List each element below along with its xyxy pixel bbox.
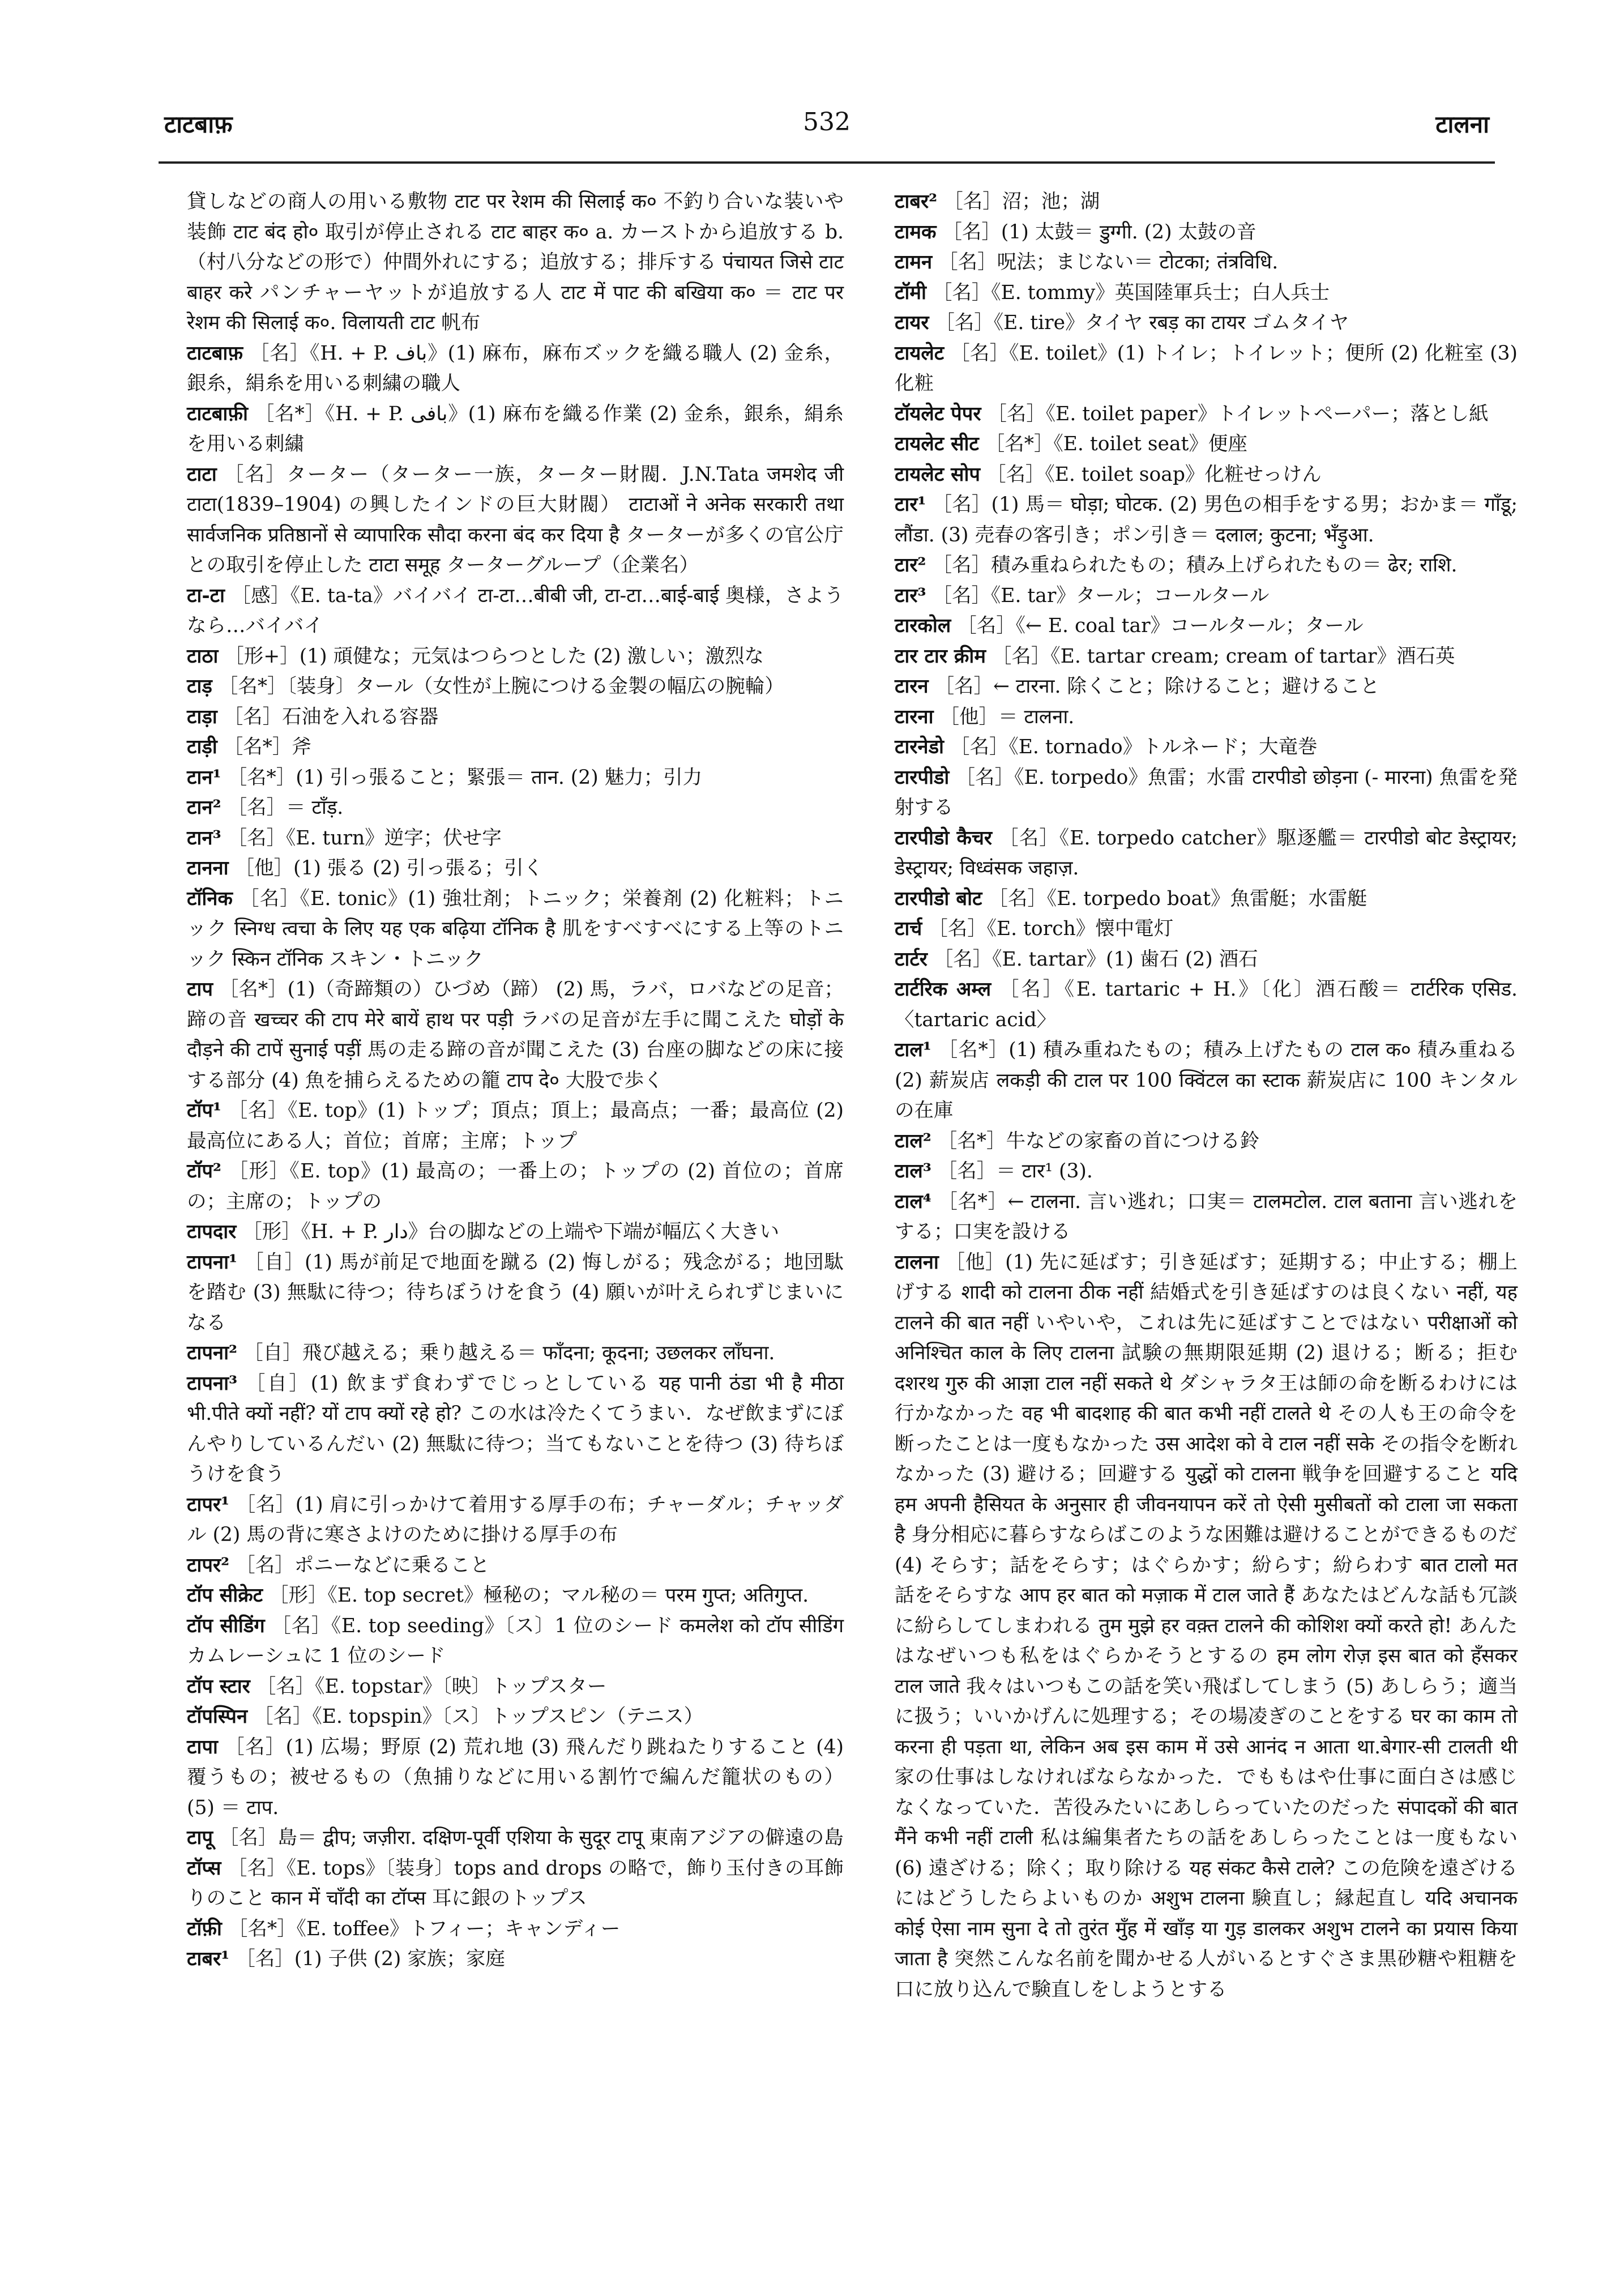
entry-definition: ［名］《E. topstar》〔映〕トップスター (256, 1675, 607, 1698)
entry-definition: ［名］《H. + P. باف》(1) 麻布，麻布ズックを織る職人 (2) 金糸，銀糸，絹糸を用いる刺繍の職人 (187, 342, 844, 395)
entry-definition: ［名］《E. torpedo catcher》駆逐艦＝ टारपीडो बोट डेस्ट्रायर; डेस्ट्रायर; विध्वंसक जहाज़. (895, 826, 1518, 880)
entry-headword: टालना (895, 1250, 939, 1274)
dictionary-entry (895, 429, 1518, 460)
dictionary-entry (895, 763, 1518, 823)
entry-headword: टाटा (187, 463, 217, 486)
dictionary-entry (187, 1490, 844, 1551)
entry-definition: ［名］沼；池；湖 (943, 190, 1100, 213)
entry-headword: टायलेट सीट (895, 433, 979, 455)
entry-definition: ［名］《E. top》(1) トップ；頂点；頂上；最高点；一番；最高位 (2) 最高位にある人；首位；首席；主席；トップ (187, 1099, 844, 1153)
entry-headword: टॉयलेट पेपर (895, 402, 981, 425)
entry-headword: टार्टरिक अम्ल (895, 978, 992, 1001)
entry-headword: टापदार (187, 1220, 237, 1243)
entry-headword: टाटबाफ़ (187, 342, 243, 365)
entry-definition: ［名］《← E. coal tar》コールタール；タール (957, 614, 1364, 637)
entry-headword: टान² (187, 796, 221, 819)
entry-headword: टारपीडो कैचर (895, 826, 992, 850)
entry-headword: टॉपस्पिन (187, 1705, 248, 1728)
entry-headword: टारपीडो (895, 766, 950, 789)
dictionary-entry (895, 642, 1518, 672)
dictionary-entry (895, 702, 1518, 733)
entry-headword: टॉमी (895, 281, 926, 304)
entry-headword: टार टार क्रीम (895, 645, 986, 668)
entry-definition: ［名］← टारना. 除くこと；除けること；避けること (934, 675, 1380, 698)
dictionary-entry (187, 1156, 844, 1217)
dictionary-entry (187, 339, 844, 399)
dictionary-entry (895, 945, 1518, 975)
dictionary-entry (187, 1096, 844, 1156)
entry-definition: ［名］《E. tornado》トルネード；大竜巻 (950, 736, 1318, 758)
entry-headword: टान¹ (187, 766, 221, 789)
dictionary-entry (187, 1732, 844, 1824)
dictionary-entry (895, 914, 1518, 945)
header-rule (159, 161, 1495, 164)
entry-headword: टाल² (895, 1129, 931, 1153)
dictionary-entry (895, 187, 1518, 217)
entry-definition: ［名*］(1) 引っ張ること；緊張＝ तान. (2) 魅力；引力 (227, 766, 703, 789)
dictionary-entry (187, 1551, 844, 1581)
entry-headword: टाड़ी (187, 736, 217, 758)
entry-definition: ［他］＝ टालना. (939, 705, 1075, 728)
entry-definition: ［名*］牛などの家畜の首につける鈴 (937, 1129, 1260, 1153)
entry-definition: ［名*］斧 (223, 736, 311, 758)
dictionary-entry (187, 1944, 844, 1975)
entry-definition: ［名*］《E. toilet seat》便座 (985, 433, 1247, 455)
entry-headword: टायलेट सोप (895, 463, 980, 486)
entry-definition: ［名］積み重ねられたもの；積み上げられたもの＝ ढेर; राशि. (932, 554, 1458, 577)
entry-headword: टाबर¹ (187, 1948, 230, 1970)
dictionary-entry (187, 732, 844, 763)
entry-definition: ［名］(1) 広場；野原 (2) 荒れ地 (3) 飛んだり跳ねたりすること (4) 覆うもの；被せるもの（魚捕りなどに用いる割竹で編んだ籠状のもの） (5) ＝ टाप. (187, 1735, 844, 1819)
entry-headword: टार³ (895, 584, 926, 607)
entry-definition: ［名*］《E. toffee》トフィー；キャンディー (228, 1917, 621, 1940)
dictionary-entry (895, 975, 1518, 1035)
dictionary-entry (895, 1156, 1518, 1187)
entry-definition: ［名］《E. topspin》〔ス〕トップスピン（テニス） (254, 1705, 704, 1728)
dictionary-entry (895, 672, 1518, 702)
entry-definition: ［名］ターター（ターター一族，ターター財閥．J.N.Tata जमशेद जी टाटा(1839–1904) の興したインドの巨大財閥） टाटाओं ने अनेक सरकारी तथा सार्वजनिक प्रतिष्ठानों से व्यापारिक सौदा करना बंद कर दिया है ターターが多くの官公庁との取引を停止した टाटा समूह ターターグループ（企業名） (187, 463, 844, 577)
entry-headword: टामक (895, 220, 937, 244)
dictionary-entry (895, 550, 1518, 581)
entry-definition: 貸しなどの商人の用いる敷物 टाट पर रेशम की सिलाई क० 不釣り合いな装いや装飾 टाट बंद हो० 取引が停止される टाट बाहर क० a. カーストから追放する b.（村八分などの形で）仲間外れにする；追放する；排斥する पंचायत जिसे टाट बाहर करे パンチャーヤットが追放する人 टाट में पाट की बखिया क० ＝ टाट पर रेशम की सिलाई क०. विलायती टाट 帆布 (187, 190, 844, 334)
entry-definition: ［形］《E. top secret》極秘の；マル秘の＝ परम गुप्त; अतिगुप्त. (269, 1584, 809, 1607)
entry-definition: ［自］(1) 飲まず食わずでじっとしている यह पानी ठंडा भी है मीठा भी.पीते क्यों नहीं? यों टाप क्यों रहे हो? この水は冷たくてうまい．なぜ飲まずにぼんやりしているんだい (2) 無駄に待つ；当てもないことを待つ (3) 待ちぼうけを食う (187, 1372, 844, 1486)
dictionary-entry (187, 460, 844, 581)
dictionary-entry (187, 1248, 844, 1339)
entry-definition: ［自］飛び越える；乗り越える＝ फाँदना; कूदना; उछलकर लाँघना. (243, 1342, 775, 1364)
dictionary-entry (187, 1823, 844, 1854)
dictionary-entry (187, 1854, 844, 1914)
entry-headword: टापना² (187, 1342, 238, 1364)
dictionary-entry (895, 1187, 1518, 1248)
dictionary-entry (895, 399, 1518, 430)
entry-headword: टार्च (895, 917, 922, 940)
dictionary-entry (187, 1217, 844, 1248)
dictionary-entry (895, 1248, 1518, 2005)
dictionary-entry (187, 975, 844, 1096)
dictionary-entry (895, 1035, 1518, 1126)
entry-definition: ［名］《E. tonic》(1) 強壮剤；トニック；栄養剤 (2) 化粧料；トニック स्निग्ध त्वचा के लिए यह एक बढ़िया टॉनिक है 肌をすべすべにする上等のトニック स्किन टॉनिक スキン・トニック (187, 887, 844, 971)
entry-headword: टार्टर (895, 947, 928, 971)
dictionary-entry (895, 247, 1518, 278)
entry-headword: टॉनिक (187, 887, 233, 910)
entry-definition: ［名］《E. tommy》英国陸軍兵士；白人兵士 (932, 281, 1330, 304)
entry-headword: टाठा (187, 645, 219, 668)
entry-headword: टाटबाफ़ी (187, 402, 248, 425)
entry-definition: ［名］《E. torpedo》魚雷；水雷 टारपीडो छोड़ना (- मारना) 魚雷を発射する (895, 766, 1518, 819)
entry-headword: टापना³ (187, 1372, 238, 1395)
dictionary-entry (187, 702, 844, 733)
entry-definition: ［名］《E. tire》タイヤ रबड़ का टायर ゴムタイヤ (935, 311, 1349, 334)
entry-headword: टारन (895, 675, 929, 698)
entry-definition: ［名］(1) 太鼓＝ डुग्गी. (2) 太鼓の音 (942, 220, 1257, 244)
entry-definition: ［名］《E. torch》懐中電灯 (928, 917, 1174, 940)
entry-headword: टॉप स्टार (187, 1675, 250, 1698)
entry-headword: टापा (187, 1735, 218, 1759)
dictionary-entry (895, 490, 1518, 550)
entry-definition: ［自］(1) 馬が前足で地面を蹴る (2) 悔しがる；残念がる；地団駄を踏む (3) 無駄に待つ；待ちぼうけを食う (4) 願いが叶えられずじまいになる (187, 1250, 844, 1334)
entry-headword: टारनेडो (895, 736, 944, 758)
entry-headword: टाप (187, 978, 213, 1001)
entry-definition: ［他］(1) 張る (2) 引っ張る；引く (234, 857, 544, 880)
entry-headword: टॉफ़ी (187, 1917, 222, 1940)
entry-definition: ［名］《E. toilet》(1) トイレ；トイレット；便所 (2) 化粧室 (3) 化粧 (895, 342, 1518, 395)
dictionary-entry (895, 611, 1518, 642)
entry-definition: ［名］《E. turn》逆字；伏せ字 (227, 826, 502, 850)
dictionary-entry (187, 1338, 844, 1369)
entry-definition: ［名*］《H. + P. بافی》(1) 麻布を織る作業 (2) 金糸，銀糸，絹糸を用いる刺繍 (187, 402, 844, 455)
entry-headword: टापर¹ (187, 1493, 230, 1516)
dictionary-entry (187, 1702, 844, 1732)
entry-definition: ［形+］(1) 頑健な；元気はつらつとした (2) 激しい；激烈な (224, 645, 764, 668)
dictionary-entry (187, 187, 844, 339)
entry-headword: टाल¹ (895, 1039, 931, 1061)
left-column (187, 187, 844, 1975)
entry-definition: ［他］(1) 先に延ばす；引き延ばす；延期する；中止する；棚上げする शादी को टालना ठीक नहीं 結婚式を引き延ばすのは良くない नहीं, यह टालने की बात नहीं いやいや，これは先に延ばすことではない परीक्षाओं को अनिश्चित काल के लिए टालना 試験の無期限延期 (2) 退ける；断る；拒む दशरथ गुरु की आज्ञा टाल नहीं सकते थे ダシャラタ王は師の命を断るわけには行かなかった वह भी बादशाह की बात कभी नहीं टालते थे その人も王の命令を断ったことは一度もなかった उस आदेश को वे टाल नहीं सके その指令を断れなかった (3) 避ける；回避する युद्धों को टालना 戦争を回避すること यदि हम अपनी हैसियत के अनुसार ही जीवनयापन करें तो ऐसी मुसीबतों को टाला जा सकता है 身分相応に暮らすならばこのような困難は避けることができるものだ (4) そらす；話をそらす；はぐらかす；紛らす；紛らわす बात टालो मत 話をそらすな आप हर बात को मज़ाक में टाल जाते हैं あなたはどんな話も冗談に紛らしてしまわれる तुम मुझे हर वक़्त टालने की कोशिश क्यों करते हो! あんたはなぜいつも私をはぐらかそうとするの हम लोग रोज़ इस बात को हँसकर टाल जाते 我々はいつもこの話を笑い飛ばしてしまう (5) あしらう；適当に扱う；いいかげんに処理する；その場凌ぎのことをする घर का काम तो करना ही पड़ता था, लेकिन अब इस काम में उसे आनंद न आता था.बेगार-सी टालती थी 家の仕事はしなければならなかった．でももはや仕事に面白さは感じなくなっていた．苦役みたいにあしらっていたのだった संपादकों की बात मैंने कभी नहीं टाली 私は編集者たちの話をあしらったことは一度もない (6) 遠ざける；除く；取り除ける यह संकट कैसे टाले? この危険を遠ざけるにはどうしたらよいものか अशुभ टालना 験直し；縁起直し यदि अचानक कोई ऐसा नाम सुना दे तो तुरंत मुँह में खाँड़ या गुड़ डालकर अशुभ टालने का प्रयास किया जाता है 突然こんな名前を聞かせる人がいるとすぐさま黒砂糖や粗糖を口に放り込んで験直しをしようとする (895, 1250, 1518, 2001)
entry-definition: ［名］(1) 馬＝ घोड़ा; घोटक. (2) 男色の相手をする男；おかま＝ गाँडू; लौंडा. (3) 売春の客引き；ポン引き＝ दलाल; कुटना; भँड़ुआ. (895, 493, 1518, 547)
entry-headword: टॉप्स (187, 1856, 221, 1880)
left-running-head: टाटबाफ़ (164, 110, 233, 138)
dictionary-entry (895, 732, 1518, 763)
entry-headword: टानना (187, 857, 229, 880)
entry-definition: ［感］《E. ta-ta》バイバイ टा-टा…बीबी जी, टा-टा…बाई-बाई 奥様，さようなら…バイバイ (187, 584, 844, 637)
entry-headword: टापना¹ (187, 1250, 238, 1274)
dictionary-entry (187, 581, 844, 642)
entry-headword: टा-टा (187, 584, 225, 607)
entry-definition: ［形］《E. top》(1) 最高の；一番上の；トップの (2) 首位の；首席の；主席の；トップの (187, 1160, 844, 1213)
entry-definition: ［名］＝ टाँड़. (227, 796, 344, 819)
dictionary-entry (187, 1369, 844, 1490)
dictionary-entry (187, 672, 844, 702)
dictionary-entry (895, 460, 1518, 490)
entry-definition: ［名］(1) 子供 (2) 家族；家庭 (236, 1948, 505, 1970)
dictionary-entry (187, 642, 844, 672)
entry-headword: टाड़ (187, 675, 212, 698)
entry-headword: टाड़ा (187, 705, 217, 728)
entry-headword: टार¹ (895, 493, 926, 516)
entry-headword: टामन (895, 251, 933, 274)
entry-headword: टार² (895, 554, 926, 577)
dictionary-entry (187, 1672, 844, 1702)
entry-definition: ［名］石油を入れる容器 (223, 705, 439, 728)
entry-definition: ［名］ポニーなどに乗ること (236, 1553, 490, 1577)
entry-headword: टाल⁴ (895, 1190, 931, 1213)
entry-headword: टापू (187, 1826, 213, 1849)
entry-definition: ［名］《E. tartar》(1) 歯石 (2) 酒石 (933, 947, 1258, 971)
entry-definition: ［名］《E. tartaric + H.》〔化〕酒石酸＝ टार्टरिक एसिड. 〈tartaric acid〉 (895, 978, 1518, 1031)
entry-headword: टायर (895, 311, 929, 334)
entry-headword: टारना (895, 705, 934, 728)
dictionary-entry (187, 793, 844, 823)
dictionary-entry (895, 308, 1518, 339)
dictionary-entry (187, 853, 844, 884)
dictionary-entry (187, 1581, 844, 1611)
entry-definition: ［名］(1) 肩に引っかけて着用する厚手の布；チャーダル；チャッダル (2) 馬の背に寒さよけのために掛ける厚手の布 (187, 1493, 844, 1546)
entry-headword: टान³ (187, 826, 221, 850)
entry-definition: ［名*］〔装身〕タール（女性が上腕につける金製の幅広の腕輪） (218, 675, 784, 698)
entry-headword: टारकोल (895, 614, 951, 637)
entry-headword: टॉप¹ (187, 1099, 222, 1122)
dictionary-entry (895, 339, 1518, 399)
entry-headword: टॉप सीक्रेट (187, 1584, 263, 1607)
entry-definition: ［名］《E. toilet soap》化粧せっけん (986, 463, 1322, 486)
entry-definition: ［名］《E. torpedo boat》魚雷艇；水雷艇 (988, 887, 1367, 910)
entry-definition: ［名］《E. toilet paper》トイレットペーパー；落とし紙 (987, 402, 1489, 425)
entry-definition: ［名］《E. tar》タール；コールタール (932, 584, 1270, 607)
entry-headword: टारपीडो बोट (895, 887, 982, 910)
right-column (895, 187, 1518, 2005)
entry-definition: ［名*］(1)（奇蹄類の）ひづめ（蹄） (2) 馬，ラバ，ロバなどの足音；蹄の音 खच्चर की टाप मेरे बायें हाथ पर पड़ी ラバの足音が左手に聞こえた घोड़ों के दौड़ने की टापें सुनाई पड़ीं 馬の走る蹄の音が聞こえた (3) 台座の脚などの床に接する部分 (4) 魚を捕らえるための籠 टाप दे० 大股で歩く (187, 978, 844, 1092)
dictionary-entry (187, 763, 844, 793)
right-running-head: टालना (1435, 110, 1489, 138)
dictionary-entry (895, 278, 1518, 309)
entry-definition: ［名］《E. top seeding》〔ス〕1 位のシード कमलेश को टॉप सीडिंग カムレーシュに 1 位のシード (187, 1614, 844, 1667)
entry-headword: टायलेट (895, 342, 945, 365)
dictionary-entry (895, 581, 1518, 612)
dictionary-entry (895, 1126, 1518, 1157)
entry-definition: ［名］島＝ द्वीप; जज़ीरा. दक्षिण-पूर्वी एशिया के सुदूर टापू 東南アジアの僻遠の島 (219, 1826, 844, 1849)
page-number: 532 (803, 108, 851, 136)
entry-definition: ［形］《H. + P. دار》台の脚などの上端や下端が幅広く大きい (242, 1220, 780, 1243)
dictionary-entry (895, 823, 1518, 884)
entry-headword: टाबर² (895, 190, 938, 213)
entry-headword: टॉप सीडिंग (187, 1614, 265, 1637)
entry-definition: ［名*］(1) 積み重ねたもの；積み上げたもの टाल क० 積み重ねる (2) 薪炭店 लकड़ी की टाल पर 100 क्विंटल का स्टाक 薪炭店に 100 キンタルの在庫 (895, 1039, 1518, 1122)
dictionary-entry (187, 1611, 844, 1672)
page-header (164, 108, 1489, 153)
entry-headword: टॉप² (187, 1160, 222, 1183)
entry-definition: ［名］《E. tops》〔装身〕tops and drops の略で，飾り玉付きの耳飾りのこと कान में चाँदी का टॉप्स 耳に銀のトップス (187, 1856, 844, 1910)
entry-definition: ［名*］← टालना. 言い逃れ；口実＝ टालमटोल. टाल बताना 言い逃れをする；口実を設ける (895, 1190, 1518, 1243)
dictionary-entry (187, 1914, 844, 1945)
entry-definition: ［名］＝ टार¹ (3). (937, 1160, 1093, 1183)
dictionary-entry (895, 884, 1518, 915)
entry-definition: ［名］《E. tartar cream; cream of tartar》酒石英 (992, 645, 1455, 668)
dictionary-entry (187, 399, 844, 460)
entry-headword: टापर² (187, 1553, 230, 1577)
dictionary-entry (187, 823, 844, 854)
dictionary-entry (187, 884, 844, 975)
entry-definition: ［名］呪法；まじない＝ टोटका; तंत्रविधि. (938, 251, 1279, 274)
dictionary-entry (895, 217, 1518, 248)
entry-headword: टाल³ (895, 1160, 931, 1183)
